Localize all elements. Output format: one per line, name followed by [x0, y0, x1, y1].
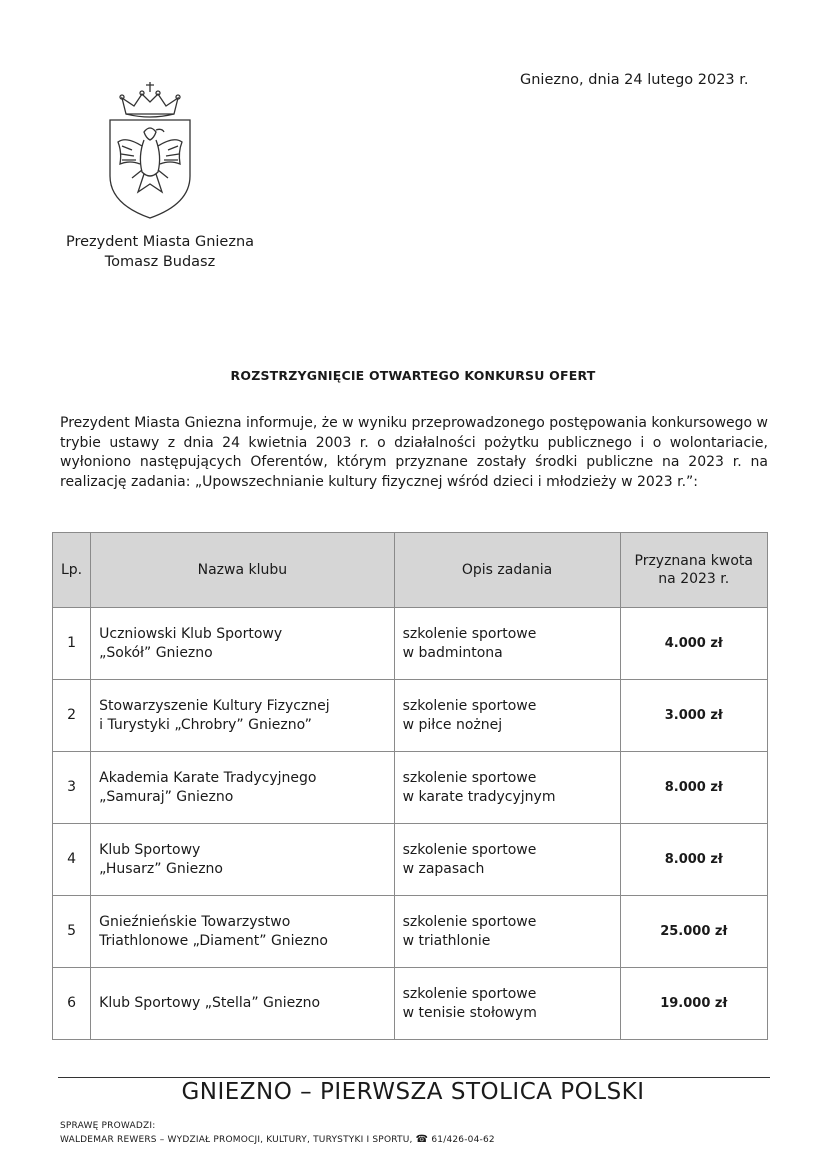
row-task	[394, 752, 620, 824]
document-date: Gniezno, dnia 24 lutego 2023 r.	[520, 72, 749, 88]
row-lp: 4	[53, 824, 91, 896]
task-line1: szkolenie sportowe	[402, 841, 537, 858]
row-task	[394, 680, 620, 752]
row-amount: 19.000 zł	[620, 968, 768, 1040]
row-lp: 2	[53, 680, 91, 752]
task-line2: w badmintona	[402, 644, 503, 661]
row-lp: 3	[53, 752, 91, 824]
intro-paragraph: Prezydent Miasta Gniezna informuje, że w wyniku przeprowadzonego postępowania konkursowego w trybie ustawy z dnia 24 kwietnia 2003 r. o działalności pożytku publicznego i o wolontariacie, wyłoniono następujących Oferentów, którym przyznane zostały środki publiczne na 2023 r. na realizację zadania: „Upowszechnianie kultury fizycznej wśród dzieci i młodzieży w 2023 r.”:	[60, 415, 769, 490]
club-line1: Stowarzyszenie Kultury Fizycznej	[99, 697, 330, 714]
header-amount	[620, 533, 768, 608]
contact-person: WALDEMAR REWERS – WYDZIAŁ PROMOCJI, KULTURY, TURYSTYKI I SPORTU,	[60, 1135, 413, 1145]
row-amount: 3.000 zł	[620, 680, 768, 752]
task-line1: szkolenie sportowe	[402, 625, 537, 642]
contact-block	[60, 1120, 495, 1147]
task-line1: szkolenie sportowe	[402, 769, 537, 786]
header-amount-line1: Przyznana kwota	[634, 553, 753, 569]
row-amount: 25.000 zł	[620, 896, 768, 968]
header-lp: Lp.	[53, 533, 91, 608]
club-line1: Akademia Karate Tradycyjnego	[99, 769, 317, 786]
contact-label: SPRAWĘ PROWADZI:	[60, 1121, 156, 1131]
club-line1: Gnieźnieńskie Towarzystwo	[99, 913, 291, 930]
city-coat-of-arms-icon	[104, 80, 196, 222]
club-line2: „Husarz” Gniezno	[99, 860, 223, 877]
club-line2: „Samuraj” Gniezno	[99, 788, 234, 805]
row-task	[394, 968, 620, 1040]
club-line1: Uczniowski Klub Sportowy	[99, 625, 283, 642]
club-line2: i Turystyki „Chrobry” Gniezno”	[99, 716, 312, 733]
header-amount-line2: na 2023 r.	[658, 571, 730, 587]
task-line2: w zapasach	[402, 860, 485, 877]
club-line2: Triathlonowe „Diament” Gniezno	[99, 932, 328, 949]
task-line2: w triathlonie	[402, 932, 491, 949]
row-club	[91, 824, 394, 896]
row-amount: 4.000 zł	[620, 608, 768, 680]
row-club	[91, 608, 394, 680]
city-motto: GNIEZNO – PIERWSZA STOLICA POLSKI	[181, 1079, 645, 1105]
issuer-block	[40, 232, 280, 272]
contact-phone: 61/426-04-62	[431, 1135, 495, 1145]
club-line2: „Sokół” Gniezno	[99, 644, 213, 661]
table-row	[53, 968, 768, 1040]
document-title: ROZSTRZYGNIĘCIE OTWARTEGO KONKURSU OFERT	[230, 368, 596, 383]
row-club	[91, 752, 394, 824]
phone-icon: ☎	[415, 1134, 429, 1145]
table-header-row	[53, 533, 768, 608]
row-amount: 8.000 zł	[620, 752, 768, 824]
row-lp: 5	[53, 896, 91, 968]
row-club	[91, 968, 394, 1040]
row-club	[91, 896, 394, 968]
table-row	[53, 680, 768, 752]
task-line2: w piłce nożnej	[402, 716, 503, 733]
table-row	[53, 608, 768, 680]
task-line1: szkolenie sportowe	[402, 913, 537, 930]
club-line1: Klub Sportowy	[99, 841, 201, 858]
row-task	[394, 896, 620, 968]
club-line1: Klub Sportowy „Stella” Gniezno	[99, 995, 321, 1011]
contact-line	[60, 1133, 495, 1147]
row-amount: 8.000 zł	[620, 824, 768, 896]
table-row	[53, 752, 768, 824]
table-row	[53, 824, 768, 896]
row-lp: 1	[53, 608, 91, 680]
task-line2: w tenisie stołowym	[402, 1004, 537, 1021]
row-club	[91, 680, 394, 752]
header-club: Nazwa klubu	[91, 533, 394, 608]
header-task: Opis zadania	[394, 533, 620, 608]
task-line1: szkolenie sportowe	[402, 985, 537, 1002]
issuer-name: Tomasz Budasz	[104, 254, 216, 270]
footer-divider	[58, 1077, 770, 1078]
issuer-title: Prezydent Miasta Gniezna	[65, 234, 255, 250]
row-task	[394, 824, 620, 896]
task-line1: szkolenie sportowe	[402, 697, 537, 714]
row-task	[394, 608, 620, 680]
task-line2: w karate tradycyjnym	[402, 788, 556, 805]
row-lp: 6	[53, 968, 91, 1040]
table-row	[53, 896, 768, 968]
awards-table	[52, 532, 768, 1040]
